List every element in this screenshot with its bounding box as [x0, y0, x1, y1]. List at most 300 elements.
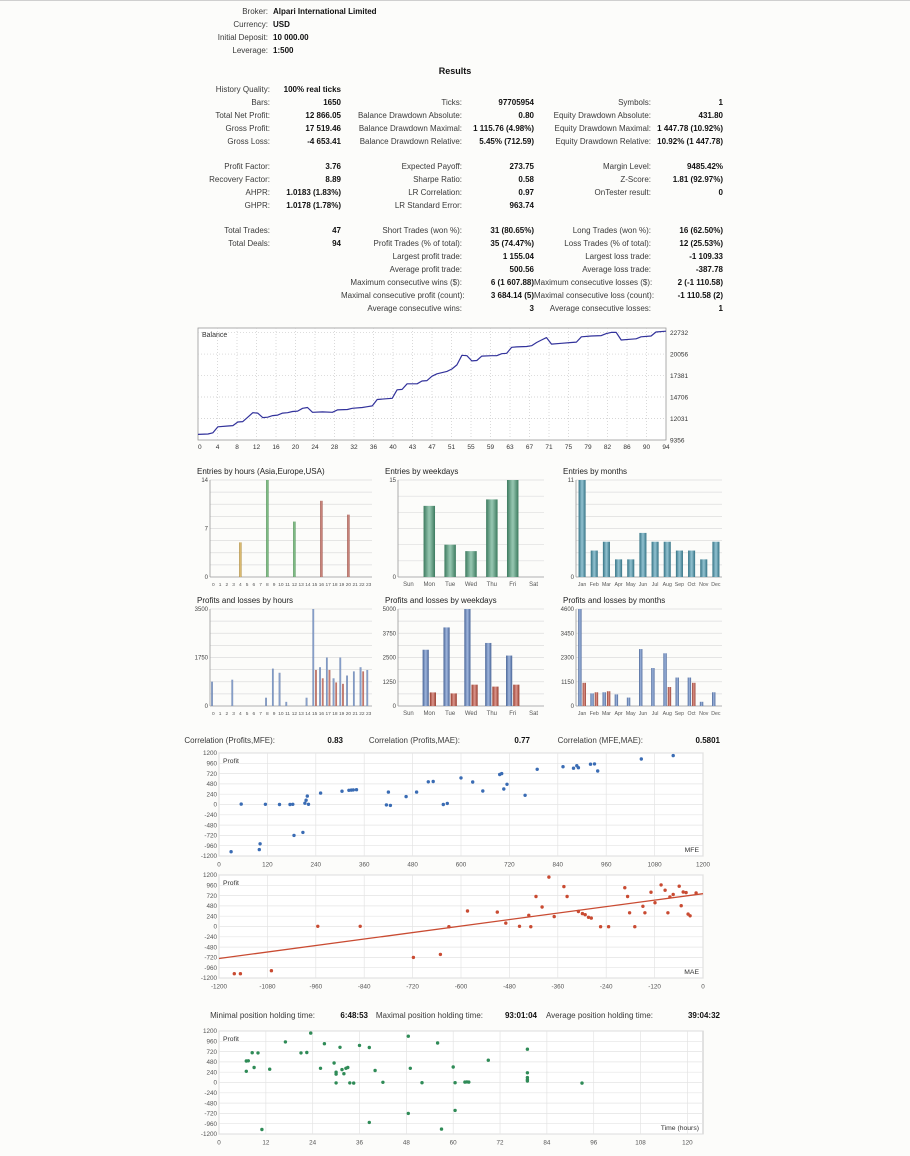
svg-text:2: 2 — [225, 583, 229, 588]
svg-text:-960: -960 — [309, 983, 323, 991]
svg-text:0: 0 — [213, 923, 217, 931]
svg-text:23: 23 — [365, 712, 372, 717]
stat-value: 273.75 — [509, 162, 534, 171]
stat-value: -1 110.58 (2) — [677, 291, 723, 300]
stat-label: Equity Drawdown Relative: — [555, 137, 651, 146]
stat-label: OnTester result: — [594, 188, 651, 197]
svg-text:0: 0 — [570, 704, 574, 711]
profit-inner-label: Profit — [223, 1036, 239, 1043]
time-svg — [195, 1029, 710, 1147]
svg-text:23: 23 — [365, 583, 372, 588]
svg-text:120: 120 — [262, 861, 273, 869]
svg-text:600: 600 — [455, 861, 467, 869]
svg-text:3: 3 — [232, 712, 235, 717]
stat-label: Symbols: — [618, 98, 651, 107]
svg-text:60: 60 — [449, 1139, 457, 1147]
svg-text:20: 20 — [345, 583, 352, 588]
pl-weekdays-svg — [382, 606, 545, 718]
stat-label: Balance Drawdown Maximal: — [358, 124, 462, 133]
svg-text:1200: 1200 — [202, 750, 217, 758]
stat-label: Short Trades (won %): — [382, 226, 462, 235]
svg-text:40: 40 — [389, 444, 397, 451]
mfe-scatter-chart — [195, 751, 910, 871]
svg-text:-240: -240 — [204, 812, 217, 819]
svg-text:2: 2 — [225, 712, 229, 717]
svg-text:Sat: Sat — [529, 711, 539, 717]
stat-value: 12 866.05 — [305, 111, 341, 120]
svg-text:36: 36 — [356, 1139, 364, 1147]
svg-text:5: 5 — [245, 712, 249, 717]
stat-value: 1.0183 (1.83%) — [286, 188, 341, 197]
svg-text:72: 72 — [496, 1139, 504, 1147]
stat-value: 94 — [332, 239, 341, 248]
svg-text:Sep: Sep — [674, 582, 685, 588]
account-value: 1:500 — [273, 46, 294, 55]
svg-text:20: 20 — [291, 444, 300, 451]
correlation-label: Correlation (MFE,MAE): — [557, 735, 643, 745]
svg-text:4: 4 — [239, 583, 242, 588]
svg-text:5000: 5000 — [382, 607, 396, 614]
svg-text:Feb: Feb — [589, 582, 599, 588]
balance-chart — [195, 326, 910, 454]
results-row — [0, 83, 910, 96]
stat-value: 1 — [718, 304, 723, 313]
stat-label: Equity Drawdown Maximal: — [554, 124, 651, 133]
results-row — [0, 96, 910, 109]
svg-text:0: 0 — [204, 575, 208, 582]
stat-value: 5.45% (712.59) — [479, 137, 534, 146]
svg-text:0: 0 — [392, 575, 396, 582]
svg-text:May: May — [625, 582, 636, 588]
stat-label: Average loss trade: — [582, 265, 651, 274]
svg-text:Thu: Thu — [486, 711, 498, 717]
svg-text:17381: 17381 — [670, 372, 689, 380]
stat-label: Total Deals: — [228, 239, 270, 248]
svg-text:Mon: Mon — [423, 711, 436, 717]
svg-text:1200: 1200 — [202, 1028, 217, 1036]
entry-charts-row — [197, 467, 910, 591]
svg-text:12: 12 — [291, 712, 298, 717]
stat-value: 1.0178 (1.78%) — [286, 201, 341, 210]
pl-hours-svg — [194, 606, 373, 718]
svg-text:Tue: Tue — [445, 582, 456, 588]
stat-value: 0 — [718, 188, 723, 197]
svg-text:-240: -240 — [599, 983, 613, 991]
stat-label: Largest loss trade: — [585, 252, 651, 261]
svg-text:0: 0 — [570, 575, 574, 582]
stat-value: 35 (74.47%) — [490, 239, 534, 248]
svg-text:0: 0 — [212, 583, 215, 588]
pl-by-hours-title: Profits and losses by hours — [197, 596, 294, 605]
stat-label: Margin Level: — [602, 162, 651, 171]
stat-value: 100% real ticks — [283, 85, 341, 94]
svg-text:8: 8 — [266, 583, 269, 588]
account-info — [0, 1, 910, 57]
svg-text:Aug: Aug — [662, 711, 672, 717]
svg-text:4: 4 — [239, 712, 242, 717]
stat-label: Maximum consecutive wins ($): — [350, 278, 462, 287]
stat-label: Loss Trades (% of total): — [564, 239, 651, 248]
entries-by-months-title: Entries by months — [563, 467, 628, 476]
stat-label: Maximum consecutive losses ($): — [534, 278, 653, 287]
results-row — [0, 135, 910, 148]
svg-text:Sun: Sun — [403, 582, 414, 588]
svg-text:Oct: Oct — [687, 711, 696, 717]
svg-text:480: 480 — [206, 903, 217, 911]
svg-text:960: 960 — [206, 760, 217, 768]
svg-text:0: 0 — [212, 712, 215, 717]
svg-text:1250: 1250 — [382, 679, 396, 686]
stat-value: 47 — [332, 226, 341, 235]
svg-text:22: 22 — [359, 583, 365, 588]
svg-text:Wed: Wed — [464, 582, 478, 588]
svg-text:96: 96 — [590, 1139, 598, 1147]
svg-text:-720: -720 — [204, 1110, 217, 1118]
stat-value: 3 684.14 (5) — [490, 291, 534, 300]
svg-text:36: 36 — [369, 444, 378, 451]
svg-text:120: 120 — [682, 1139, 693, 1147]
svg-text:-480: -480 — [204, 944, 217, 952]
svg-text:67: 67 — [525, 444, 534, 451]
account-label: Leverage: — [232, 46, 268, 55]
holding-time-label: Maximal position holding time: — [375, 1010, 483, 1020]
stat-label: Gross Profit: — [225, 124, 270, 133]
svg-text:Jul: Jul — [651, 711, 659, 717]
pl-by-weekdays-title: Profits and losses by weekdays — [385, 596, 497, 605]
stat-label: Largest profit trade: — [392, 252, 462, 261]
svg-text:11: 11 — [285, 583, 291, 588]
entries-by-hours-title: Entries by hours (Asia,Europe,USA) — [197, 467, 325, 476]
holding-times-row — [0, 1009, 910, 1021]
svg-text:82: 82 — [603, 444, 612, 451]
entries-hours-svg — [197, 477, 373, 589]
stat-label: AHPR: — [245, 188, 270, 197]
stat-label: Total Net Profit: — [215, 111, 270, 120]
svg-text:1200: 1200 — [202, 872, 217, 880]
svg-text:-1200: -1200 — [210, 983, 228, 991]
svg-text:17: 17 — [325, 712, 331, 717]
stat-value: -1 109.33 — [689, 252, 723, 261]
results-row — [0, 186, 910, 199]
svg-text:0: 0 — [213, 801, 217, 809]
svg-text:0: 0 — [198, 444, 202, 451]
pl-by-months-box — [560, 596, 723, 720]
account-row — [0, 18, 910, 31]
stat-label: Profit Factor: — [224, 162, 270, 171]
stat-label: Gross Loss: — [227, 137, 270, 146]
stat-value: 10.92% (1 447.78) — [657, 137, 723, 146]
results-row — [0, 160, 910, 173]
entries-by-weekdays-box — [385, 467, 563, 591]
time-scatter-chart — [195, 1029, 910, 1149]
account-label: Currency: — [233, 20, 268, 29]
stat-label: Recovery Factor: — [209, 175, 270, 184]
stat-value: 3 — [529, 304, 534, 313]
svg-text:18: 18 — [332, 712, 338, 717]
svg-text:-1080: -1080 — [259, 983, 276, 991]
mae-svg — [195, 873, 710, 991]
svg-text:7: 7 — [204, 526, 208, 533]
svg-text:75: 75 — [564, 444, 573, 451]
svg-text:13: 13 — [298, 583, 304, 588]
axis-corner-label: MAE — [684, 969, 699, 976]
svg-text:Nov: Nov — [699, 582, 709, 588]
grid-spacer — [0, 212, 910, 224]
svg-text:9: 9 — [272, 712, 276, 717]
svg-text:Fri: Fri — [509, 711, 517, 717]
svg-text:7: 7 — [259, 583, 262, 588]
results-row — [0, 250, 910, 263]
entries-by-months-box — [563, 467, 723, 591]
svg-text:79: 79 — [584, 444, 592, 451]
svg-text:22732: 22732 — [670, 329, 689, 337]
stat-value: 0.58 — [518, 175, 534, 184]
pl-months-svg — [560, 606, 723, 718]
results-row — [0, 199, 910, 212]
svg-text:4: 4 — [215, 444, 220, 451]
svg-text:15: 15 — [311, 712, 318, 717]
balance-inner-label: Balance — [202, 332, 228, 339]
stat-label: Balance Drawdown Relative: — [359, 137, 462, 146]
svg-text:55: 55 — [467, 444, 475, 451]
account-value: 10 000.00 — [273, 33, 309, 42]
svg-text:240: 240 — [206, 913, 217, 921]
account-row — [0, 44, 910, 57]
svg-text:Jun: Jun — [638, 582, 648, 588]
svg-text:16: 16 — [272, 444, 280, 451]
profit-inner-label: Profit — [223, 880, 239, 887]
svg-text:3750: 3750 — [382, 631, 396, 638]
stat-label: LR Correlation: — [408, 188, 462, 197]
svg-text:480: 480 — [206, 781, 217, 789]
pl-by-months-chart — [560, 606, 723, 720]
svg-text:-720: -720 — [406, 983, 419, 991]
svg-text:-120: -120 — [648, 983, 661, 991]
svg-text:0: 0 — [217, 1139, 221, 1147]
svg-text:Wed: Wed — [464, 711, 478, 717]
stat-label: Sharpe Ratio: — [413, 175, 462, 184]
svg-text:2300: 2300 — [560, 655, 574, 662]
svg-text:5: 5 — [245, 583, 249, 588]
svg-text:-1200: -1200 — [200, 853, 217, 861]
stat-value: 16 (62.50%) — [679, 226, 723, 235]
svg-text:14706: 14706 — [670, 394, 689, 402]
svg-text:0: 0 — [204, 704, 208, 711]
svg-text:17: 17 — [325, 583, 331, 588]
svg-text:-240: -240 — [204, 1090, 217, 1097]
svg-text:-480: -480 — [204, 1100, 217, 1108]
svg-text:Oct: Oct — [687, 582, 696, 588]
svg-text:11: 11 — [567, 478, 574, 485]
holding-time-label: Average position holding time: — [545, 1010, 653, 1020]
stat-value: 1.81 (92.97%) — [672, 175, 723, 184]
account-value: USD — [273, 20, 290, 29]
pl-by-hours-chart — [194, 606, 385, 720]
stat-value: -387.78 — [695, 265, 723, 274]
results-row — [0, 276, 910, 289]
stat-label: Bars: — [251, 98, 270, 107]
stat-value: 1 115.76 (4.98%) — [473, 124, 534, 133]
svg-text:6: 6 — [252, 583, 256, 588]
svg-text:May: May — [625, 711, 636, 717]
svg-text:720: 720 — [206, 892, 217, 900]
svg-text:12: 12 — [291, 583, 298, 588]
axis-corner-label: Time (hours) — [660, 1125, 699, 1132]
svg-text:Jan: Jan — [577, 711, 587, 717]
entries-by-weekdays-title: Entries by weekdays — [385, 467, 459, 476]
svg-text:12031: 12031 — [670, 415, 689, 423]
correlation-value: 0.77 — [514, 735, 530, 745]
svg-text:24: 24 — [309, 1139, 317, 1147]
svg-text:Aug: Aug — [662, 582, 672, 588]
stat-label: Z-Score: — [620, 175, 651, 184]
holding-time-value: 39:04:32 — [687, 1010, 720, 1020]
svg-text:480: 480 — [407, 861, 418, 869]
svg-text:15: 15 — [311, 583, 318, 588]
entries-by-months-chart — [563, 477, 723, 591]
svg-text:12: 12 — [262, 1139, 270, 1147]
svg-text:0: 0 — [217, 861, 221, 869]
svg-text:108: 108 — [635, 1139, 646, 1147]
grid-spacer — [0, 148, 910, 160]
svg-text:Sep: Sep — [674, 711, 685, 717]
holding-time-value: 6:48:53 — [340, 1010, 368, 1020]
svg-text:480: 480 — [206, 1059, 217, 1067]
svg-text:Dec: Dec — [711, 711, 721, 717]
results-row — [0, 237, 910, 250]
svg-text:21: 21 — [352, 583, 358, 588]
svg-text:19: 19 — [338, 583, 345, 588]
svg-text:84: 84 — [543, 1139, 551, 1147]
results-row — [0, 302, 910, 315]
svg-text:-720: -720 — [204, 832, 217, 840]
pl-by-hours-box — [194, 596, 385, 720]
stat-label: History Quality: — [215, 85, 270, 94]
svg-text:3500: 3500 — [194, 607, 208, 614]
svg-text:47: 47 — [428, 444, 436, 451]
account-value: Alpari International Limited — [273, 7, 377, 16]
pl-by-weekdays-box — [382, 596, 563, 720]
svg-text:1: 1 — [218, 712, 222, 717]
svg-text:7: 7 — [259, 712, 262, 717]
svg-text:16: 16 — [318, 712, 325, 717]
svg-text:1: 1 — [218, 583, 222, 588]
svg-text:Apr: Apr — [614, 711, 623, 717]
svg-text:0: 0 — [213, 1079, 217, 1087]
svg-text:-360: -360 — [551, 983, 565, 991]
correlation-value: 0.83 — [327, 735, 343, 745]
svg-text:Jun: Jun — [638, 711, 648, 717]
stat-label: Profit Trades (% of total): — [373, 239, 462, 248]
results-title: Results — [438, 66, 472, 76]
svg-text:11: 11 — [285, 712, 291, 717]
svg-text:4600: 4600 — [560, 607, 574, 614]
results-row — [0, 289, 910, 302]
stat-label: LR Standard Error: — [394, 201, 462, 210]
stat-value: 2 (-1 110.58) — [677, 278, 723, 287]
svg-text:Sat: Sat — [529, 582, 539, 588]
pl-by-months-title: Profits and losses by months — [563, 596, 666, 605]
stat-label: Total Trades: — [224, 226, 270, 235]
svg-text:0: 0 — [701, 983, 705, 991]
stat-label: Maximal consecutive loss (count): — [534, 291, 655, 300]
svg-text:-840: -840 — [357, 983, 371, 991]
stat-value: 500.56 — [509, 265, 534, 274]
svg-text:Jan: Jan — [577, 582, 587, 588]
svg-text:19: 19 — [338, 712, 345, 717]
svg-text:960: 960 — [206, 882, 217, 890]
entries-by-weekdays-chart — [385, 477, 563, 591]
stat-value: 97705954 — [498, 98, 534, 107]
svg-text:14: 14 — [201, 478, 208, 485]
mfe-svg — [195, 751, 710, 869]
svg-text:-960: -960 — [204, 1120, 217, 1128]
svg-text:-600: -600 — [454, 983, 468, 991]
stat-value: 17 519.46 — [305, 124, 341, 133]
results-row — [0, 224, 910, 237]
svg-text:840: 840 — [552, 861, 564, 869]
svg-text:Feb: Feb — [589, 711, 599, 717]
correlation-label: Correlation (Profits,MFE): — [184, 735, 275, 745]
stat-value: 6 (1 607.88) — [490, 278, 534, 287]
profit-inner-label: Profit — [223, 758, 239, 765]
results-grid — [0, 83, 910, 315]
stat-value: 8.89 — [325, 175, 341, 184]
stat-label: Balance Drawdown Absolute: — [357, 111, 462, 120]
svg-text:1150: 1150 — [561, 679, 574, 686]
svg-text:-1200: -1200 — [200, 1131, 217, 1139]
svg-text:14: 14 — [305, 712, 311, 717]
stat-value: 31 (80.65%) — [490, 226, 534, 235]
svg-text:-240: -240 — [204, 934, 217, 941]
svg-text:360: 360 — [358, 861, 370, 869]
svg-text:94: 94 — [662, 444, 670, 451]
correlation-value: 0.5801 — [695, 735, 720, 745]
svg-text:12: 12 — [252, 444, 261, 451]
stat-label: Average profit trade: — [389, 265, 462, 274]
svg-text:0: 0 — [392, 704, 396, 711]
entries-weekdays-svg — [385, 477, 545, 589]
results-row — [0, 173, 910, 186]
svg-text:240: 240 — [206, 1069, 217, 1077]
account-label: Broker: — [242, 7, 268, 16]
mae-scatter-chart — [195, 873, 910, 993]
stat-label: Equity Drawdown Absolute: — [553, 111, 651, 120]
svg-text:Fri: Fri — [509, 582, 517, 588]
svg-text:14: 14 — [305, 583, 311, 588]
svg-text:21: 21 — [352, 712, 358, 717]
svg-text:13: 13 — [298, 712, 304, 717]
svg-text:720: 720 — [504, 861, 515, 869]
svg-text:720: 720 — [206, 1048, 217, 1056]
svg-text:1080: 1080 — [647, 861, 662, 869]
svg-text:10: 10 — [278, 583, 284, 588]
svg-text:Tue: Tue — [445, 711, 456, 717]
svg-text:Dec: Dec — [711, 582, 721, 588]
balance-chart-wrap — [195, 326, 910, 454]
svg-text:51: 51 — [447, 444, 456, 451]
svg-text:Mar: Mar — [601, 711, 611, 717]
stat-value: 0.97 — [518, 188, 534, 197]
svg-text:28: 28 — [330, 444, 339, 451]
stat-value: 963.74 — [509, 201, 534, 210]
entries-by-hours-box — [197, 467, 385, 591]
stat-value: 12 (25.53%) — [679, 239, 723, 248]
results-row — [0, 109, 910, 122]
stat-label: Ticks: — [441, 98, 462, 107]
results-row — [0, 263, 910, 276]
svg-text:20056: 20056 — [670, 351, 689, 359]
